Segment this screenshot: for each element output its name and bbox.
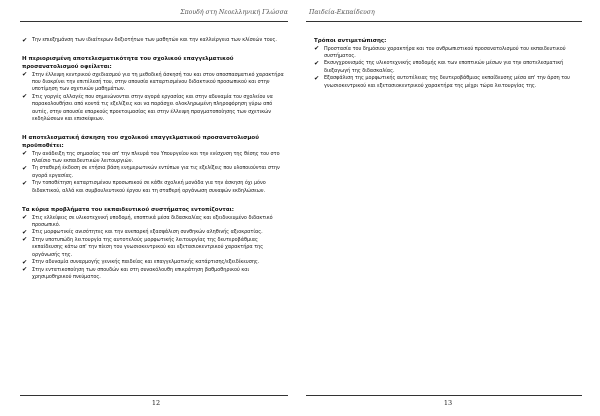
list-item: ✔ Την επιεξημάνση των ιδιαίτερων δεξιοτήτων των μαθητών και την καλλιέργεια των κλίσεών τους.: [22, 36, 277, 44]
list-item: ✔ Στην εντατικοποίηση των σπουδών και στη συνακόλουθη επικράτηση βαθμοθηρικού και χρησιμοθηρικού πνεύματος.: [22, 266, 250, 280]
checkmark-icon: ✔: [22, 214, 28, 222]
checkmark-icon: ✔: [22, 164, 28, 172]
left-page-number: 12: [151, 399, 161, 407]
checkmark-icon: ✔: [22, 36, 28, 44]
checkmark-icon: ✔: [22, 236, 28, 244]
section-heading: Τα κύρια προβλήματα του εκπαιδευτικού συστήματος εντοπίζονται:: [22, 207, 234, 214]
list-item: ✔ Στην αδυναμία συναρμογής γενικής παιδείας και επαγγελματικής κατάρτισης/εξειδίκευσης.: [22, 258, 260, 266]
checkmark-icon: ✔: [22, 93, 28, 101]
section3-list: [22, 215, 285, 282]
right-running-head: Παιδεία-Εκπαίδευση: [309, 9, 375, 16]
section-heading: Η περιορισμένη αποτελεσματικότητα του σχολικού επαγγελματικού προσανατολισμού οφείλεται:: [22, 56, 234, 70]
right-page: [300, 0, 600, 416]
right-header-rule: [306, 21, 582, 22]
intro-list: [22, 37, 285, 44]
list-item: ✔ Την ανάδειξη της σημασίας του απ' την πλευρά του Υπουργείου και την ενίσχυση της θέσης του στο πλαίσιο των εκπαιδευτικών λειτουργιών.: [22, 150, 280, 165]
checkmark-icon: ✔: [22, 228, 28, 236]
list-item: ✔ Στις μορφωτικές ανισότητες και την ανεπαρκή εξασφάλιση συνθηκών αληθινής αξιοκρατίας.: [22, 228, 263, 236]
section-heading: Τρόποι αντιμετώπισης:: [314, 38, 387, 44]
section-heading: Η αποτελεσματική άσκηση του σχολικού επαγγελματικού προσανατολισμού προϋποθέτει:: [22, 135, 259, 150]
checkmark-icon: ✔: [22, 150, 28, 158]
left-running-head: Σπουδή στη Νεοελληνική Γλώσσα: [180, 9, 288, 16]
right-page-content: [314, 38, 580, 90]
list-item: ✔ Προστασία του δημόσιου χαρακτήρα και του ανθρωπιστικού προσανατολισμού του εκπαιδευτικού συστήματος.: [314, 45, 566, 59]
right-footer-rule: [306, 395, 582, 396]
checkmark-icon: ✔: [314, 59, 320, 67]
list-item: ✔ Στις γοργές αλλαγές που σημειώνονται στην αγορά εργασίας και στην αδυναμία του σχολείου να παρακολουθήσει από κοντά τις εξελίξεις και να παράσχει ολοκληρωμένη πληροφόρηση γύρω από αυτές, στην απουσία επαρκούς προετοιμασίας και στην έλλειψη πραγματοποίησης των σχετικών εκδηλώσεων και επισκέψεων.: [22, 93, 273, 123]
left-header-rule: [20, 21, 288, 22]
checkmark-icon: ✔: [22, 71, 28, 79]
left-page-content: [22, 37, 285, 281]
checkmark-icon: ✔: [22, 266, 28, 273]
checkmark-icon: ✔: [314, 45, 320, 53]
right-page-number: 13: [443, 399, 453, 407]
checkmark-icon: ✔: [22, 258, 28, 266]
list-item: ✔ Την τοποθέτηση καταρτισμένου προσωπικού σε κάθε σχολική μονάδα για την άσκηση όχι μόνο διδακτικού, αλλά και συμβουλευτικού έργου και τη σταθερή οργάνωση συναφών εκδηλώσεων.: [22, 179, 266, 194]
checkmark-icon: ✔: [314, 74, 320, 82]
list-item: ✔ Στην υποτυπώδη λειτουργία της αυτοτελούς μορφωτικής λειτουργίας της δευτεροβάθμιας εκπαίδευσης κάτω απ' την πίεση του γνωσιοκεντρικού και εξετασιοκεντρικού χαρακτήρα της οργάνωσής της.: [22, 236, 264, 258]
list-item: ✔ Εκσυγχρονισμός της υλικοτεχνικής υποδομής και των εποπτικών μέσων για την αποτελεσματική διεξαγωγή της διδασκαλίας.: [314, 59, 564, 74]
section2-list: [22, 151, 285, 195]
list-item: ✔ Εξασφάλιση της μορφωτικής αυτοτέλειας της δευτεροβάθμιας εκπαίδευσης μέσα απ' την άρση του γνωσιοκεντρικού και εξετασιοκεντρικού χαρακτήρα της μέχρι τώρα λειτουργίας της.: [314, 74, 571, 89]
checkmark-icon: ✔: [22, 179, 28, 187]
solutions-list: [314, 46, 580, 90]
list-item: ✔ Τη σταθερή έκδοση σε ετήσια βάση ενημερωτικών εντύπων για τις εξελίξεις που υλοποιούνται στην αγορά εργασίας.: [22, 164, 280, 179]
section1-list: [22, 72, 285, 124]
list-item: ✔ Στις ελλείψεις σε υλικοτεχνική υποδομή, εποπτικά μέσα διδασκαλίας και εξειδικευμένο διδακτικό προσωπικό.: [22, 214, 273, 229]
list-item: ✔ Στην έλλειψη κεντρικού σχεδιασμού για τη μεθοδική άσκησή του και στον αποσπασματικό χαρακτήρα που διακρίνει την επιτέλεσή του, στην απουσία καταρτισμένου διδακτικού προσωπικού και στην υποτίμηση των σχετικών μαθημάτων.: [22, 71, 284, 93]
left-footer-rule: [20, 395, 288, 396]
